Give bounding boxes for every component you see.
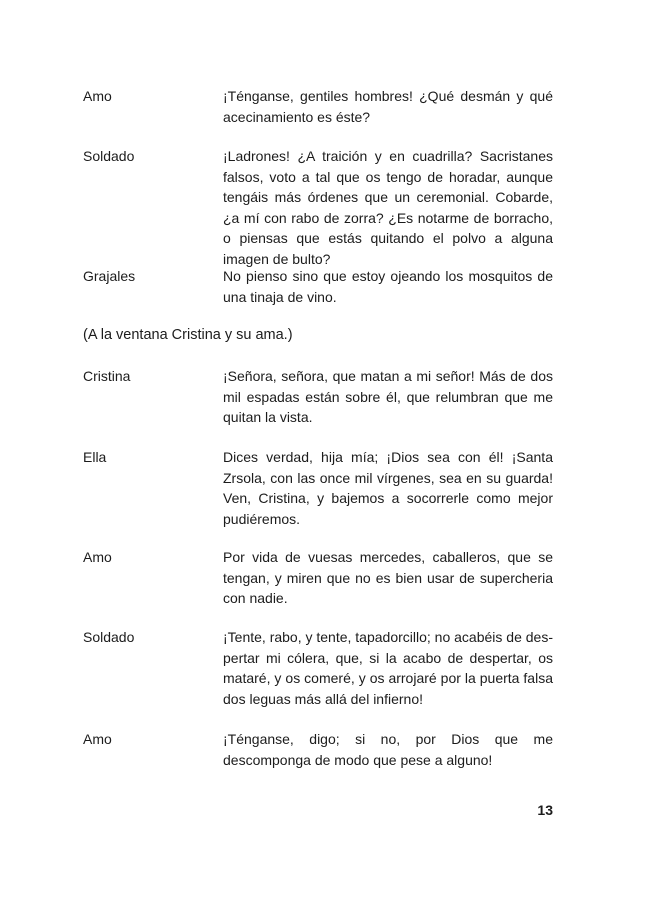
speaker-name: Cristina: [83, 368, 131, 384]
speech-text: ¡Ténganse, digo; si no, por Dios que me descomponga de modo que pese a alguno!: [223, 731, 553, 768]
speaker-name: Grajales: [83, 268, 136, 284]
speaker-name: Amo: [83, 88, 112, 104]
page-number: 13: [537, 802, 553, 818]
speech-text: ¡Tente, rabo, y tente, tapadorcillo; no acabéis de despertar mi cólera, que, si la acabo de despertar, os mataré, y os comeré, y os arrojaré por la puerta falsa dos leguas más allá del infierno!: [223, 629, 553, 707]
speech-text: Por vida de vuesas mercedes, caballeros, que se tengan, y miren que no es bien usar de supercheria con nadie.: [223, 549, 553, 606]
speech-text: ¡Ténganse, gentiles hombres! ¿Qué desmán y qué acecinamiento es éste?: [223, 88, 553, 125]
speech-text: Dices verdad, hija mía; ¡Dios sea con él! ¡Santa Zrsola, con las once mil vírgenes, sea en su guarda! Ven, Cristina, y bajemos a socorrerle como mejor pudiéremos.: [223, 449, 553, 527]
stage-direction: (A la ventana Cristina y su ama.): [83, 327, 293, 343]
speaker-name: Amo: [83, 549, 112, 565]
speaker-name: Soldado: [83, 629, 135, 645]
speaker-name: Soldado: [83, 148, 135, 164]
speech-text: ¡Ladrones! ¿A traición y en cuadrilla? Sacristanes falsos, voto a tal que os tengo de horadar, aunque tengáis más órdenes que un ceremonial. Cobarde, ¿a mí con rabo de zorra? ¿Es notarme de borracho, o piensas que estás quitando el polvo a alguna imagen de bulto?: [223, 148, 553, 267]
speech-text: ¡Señora, señora, que matan a mi señor! Más de dos mil espadas están sobre él, que relumbran que me quitan la vista.: [223, 368, 553, 425]
speaker-name: Amo: [83, 731, 112, 747]
speech-text: No pienso sino que estoy ojeando los mosquitos de una tinaja de vino.: [223, 268, 553, 305]
speaker-name: Ella: [83, 449, 107, 465]
